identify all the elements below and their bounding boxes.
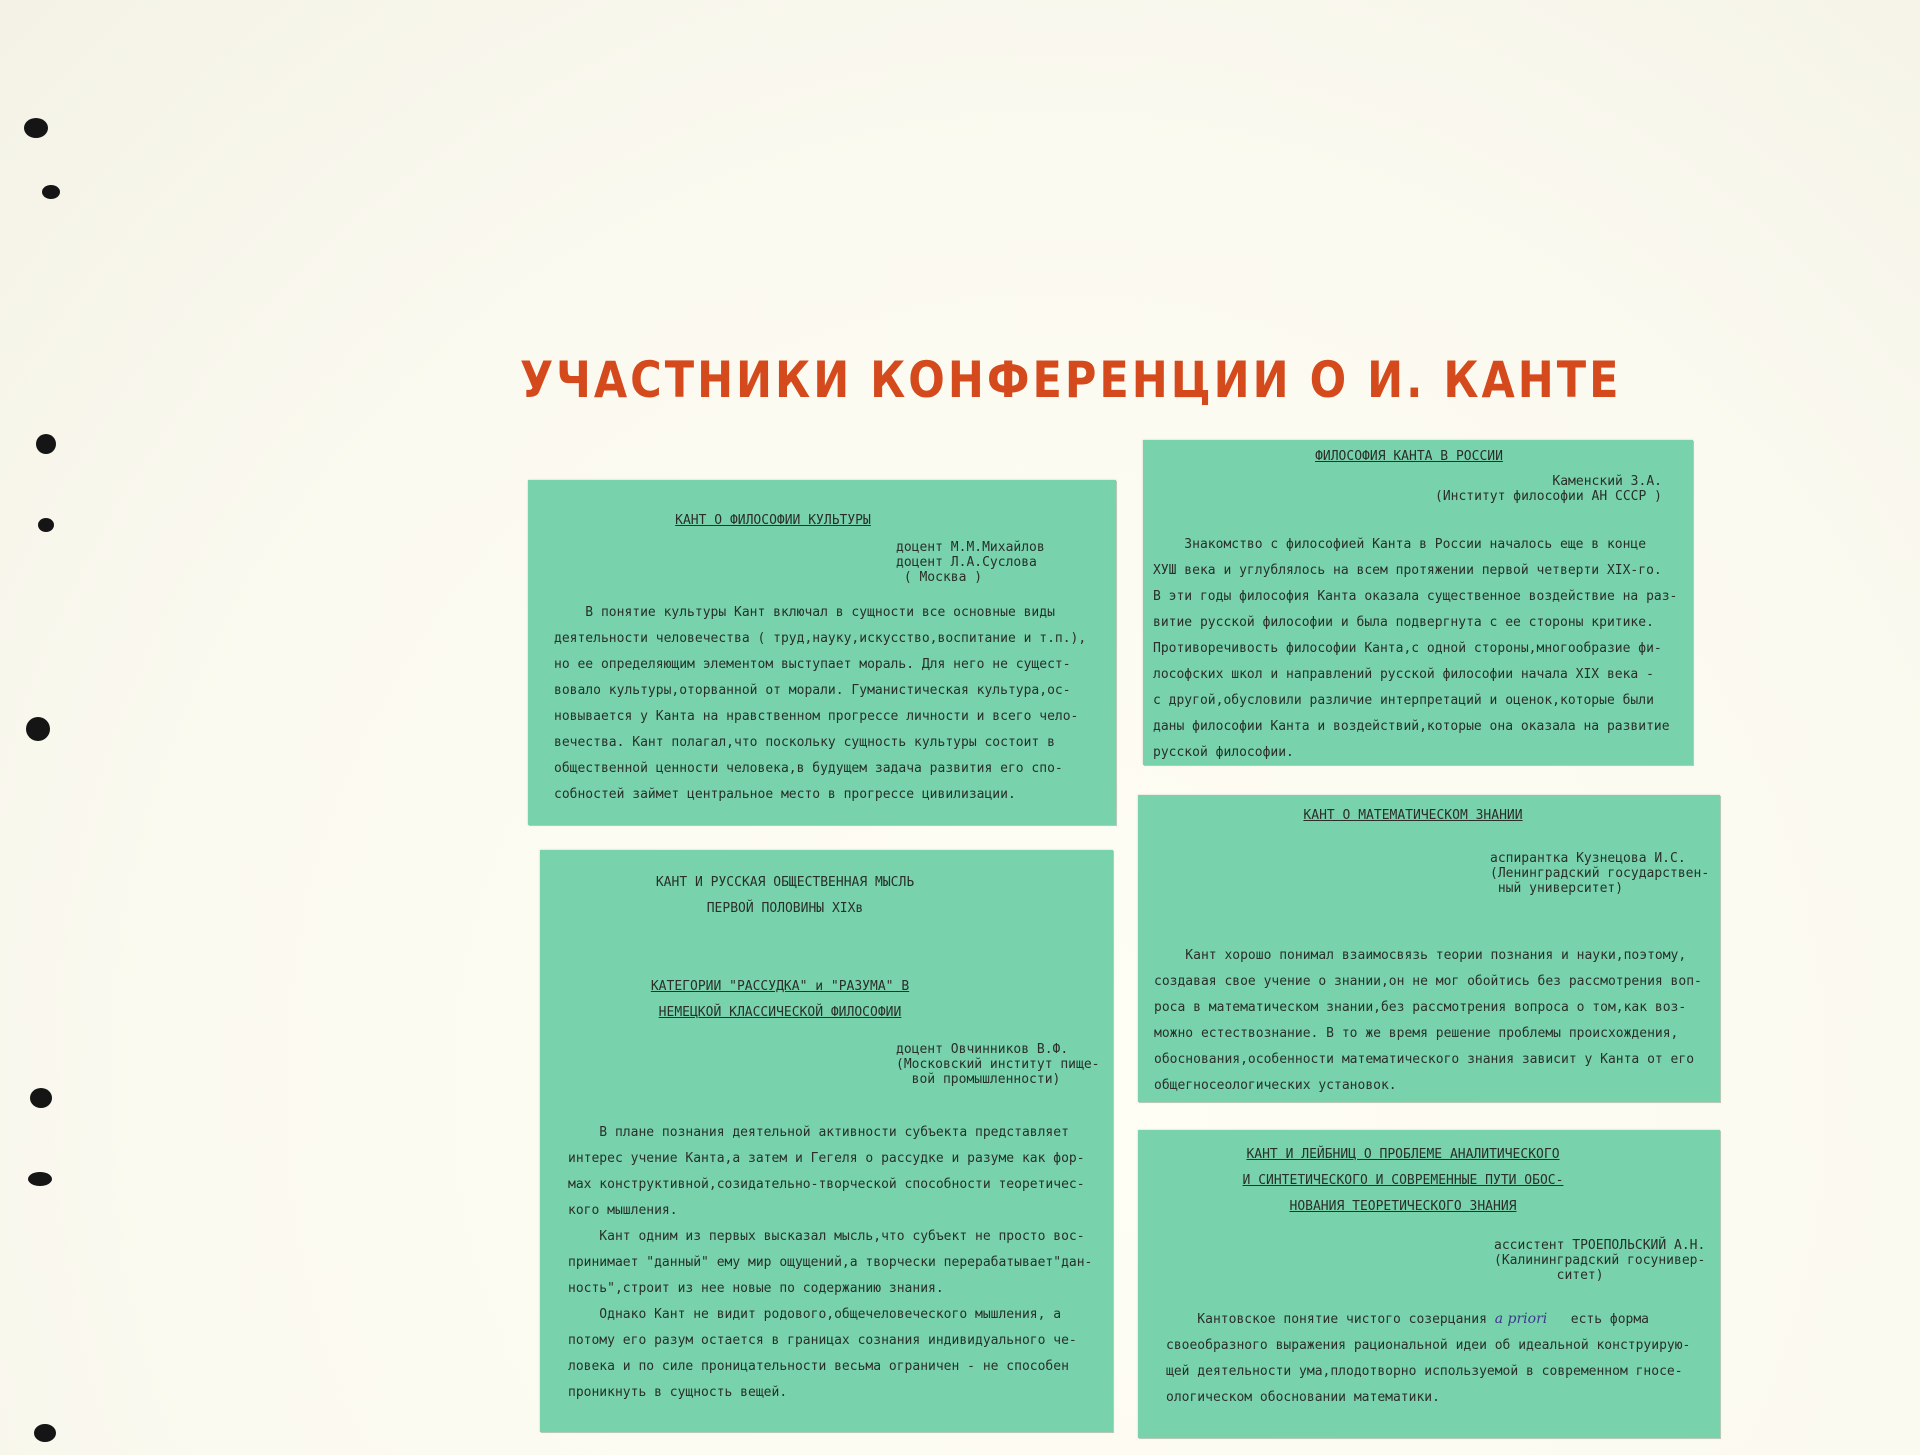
- binder-hole: [30, 1088, 52, 1108]
- card-authors: доцент М.М.Михайлов доцент Л.А.Суслова ( Москва ): [896, 540, 1045, 585]
- card-subtitle: КАТЕГОРИИ "РАССУДКА" и "РАЗУМА" В: [650, 979, 910, 994]
- card-abstract: В понятие культуры Кант включал в сущности все основные виды деятельности человечества ( труд,науку,искусство,воспитание и т.п.), но ее определяющим элементом выступает мораль. Для него не сущест- вовало культуры,оторванной от морали. Гуманистическая культура,ос- новывается у Канта на нравственном прогрессе личности и всего чело- вечества. Кант полагал,что поскольку сущность культуры состоит в общественной ценности человека,в будущем задача развития его спо- собностей займет центральное место в прогрессе цивилизации.: [554, 605, 1087, 802]
- abstract-card-russian-thought: [540, 850, 1113, 1432]
- abstract-text: Кантовское понятие чистого созерцания: [1166, 1312, 1495, 1327]
- binder-hole: [36, 434, 56, 454]
- card-title: КАНТ О МАТЕМАТИЧЕСКОМ ЗНАНИИ: [1303, 808, 1523, 823]
- card-abstract: [1166, 1306, 1690, 1411]
- card-title: ФИЛОСОФИЯ КАНТА В РОССИИ: [1315, 449, 1503, 464]
- abstract-card-culture: [528, 480, 1116, 825]
- card-title: КАНТ И РУССКАЯ ОБЩЕСТВЕННАЯ МЫСЛЬ: [655, 875, 915, 890]
- card-authors: ассистент ТРОЕПОЛЬСКИЙ А.Н. (Калининградский госунивер- ситет): [1494, 1238, 1706, 1283]
- abstract-card-russia: [1143, 440, 1693, 765]
- binder-hole: [26, 717, 50, 741]
- page-title: УЧАСТНИКИ КОНФЕРЕНЦИИ О И. КАНТЕ: [520, 352, 1622, 410]
- card-authors: аспирантка Кузнецова И.С. (Ленинградский государствен- ный университет): [1490, 851, 1710, 896]
- abstract-card-leibniz: [1138, 1130, 1720, 1438]
- abstract-card-math: [1138, 795, 1720, 1102]
- card-title: ПЕРВОЙ ПОЛОВИНЫ XIXв: [706, 901, 864, 916]
- abstract-text: есть форма своеобразного выражения рациональной идеи об идеальной конструирую- щей деятельности ума,плодотворно используемой в современном гносе- ологическом обосновании математики.: [1166, 1312, 1691, 1405]
- card-abstract: В плане познания деятельной активности субъекта представляет интерес учение Канта,а затем и Гегеля о рассудке и разуме как фор- мах конструктивной,созидательно-творческой способности теоретичес- кого мышления. Кант одним из первых высказал мысль,что субъект не просто вос- принимает "данный" ему мир ощущений,а творчески перерабатывает"дан- ность",строит из нее новые по содержанию знания. Однако Кант не видит родового,общечеловеческого мышления, а потому его разум остается в границах сознания индивидуального че- ловека и по силе проницательности весьма ограничен - не способен проникнуть в сущность вещей.: [568, 1125, 1093, 1400]
- binder-hole: [24, 118, 48, 138]
- card-title: НОВАНИЯ ТЕОРЕТИЧЕСКОГО ЗНАНИЯ: [1289, 1199, 1517, 1214]
- card-authors: доцент Овчинников В.Ф. (Московский институт пище- вой промышленности): [896, 1042, 1100, 1087]
- binder-hole: [42, 185, 60, 199]
- card-title: КАНТ И ЛЕЙБНИЦ О ПРОБЛЕМЕ АНАЛИТИЧЕСКОГО: [1246, 1147, 1560, 1162]
- card-title: КАНТ О ФИЛОСОФИИ КУЛЬТУРЫ: [675, 513, 871, 528]
- card-authors: Каменский З.А. (Институт философии АН СССР ): [1435, 474, 1662, 504]
- binder-hole: [38, 518, 54, 532]
- binder-hole: [28, 1172, 52, 1186]
- card-abstract: Кант хорошо понимал взаимосвязь теории познания и науки,поэтому, создавая свое учение о знании,он не мог обойтись без рассмотрения воп- роса в математическом знании,без рассмотрения вопроса о том,как воз- можно естествознание. В то же время решение проблемы происхождения, обоснования,особенности математического знания зависит у Канта от его общегносеологических установок.: [1154, 948, 1702, 1093]
- card-title: И СИНТЕТИЧЕСКОГО И СОВРЕМЕННЫЕ ПУТИ ОБОС-: [1242, 1173, 1564, 1188]
- card-subtitle: НЕМЕЦКОЙ КЛАССИЧЕСКОЙ ФИЛОСОФИИ: [658, 1005, 902, 1020]
- binder-hole: [34, 1424, 56, 1442]
- handwritten-a-priori: a priori: [1494, 1311, 1548, 1327]
- card-abstract: Знакомство с философией Канта в России началось еще в конце ХУШ века и углублялось на всем протяжении первой четверти XIX-го. В эти годы философия Канта оказала существенное воздействие на раз- витие русской философии и была подвергнута с ее стороны критике. Противоречивость философии Канта,с одной стороны,многообразие фи- лософских школ и направлений русской философии начала XIX века - с другой,обусловили различие интерпретаций и оценок,которые были даны философии Канта и воздействий,которые она оказала на развитие русской философии.: [1153, 537, 1678, 760]
